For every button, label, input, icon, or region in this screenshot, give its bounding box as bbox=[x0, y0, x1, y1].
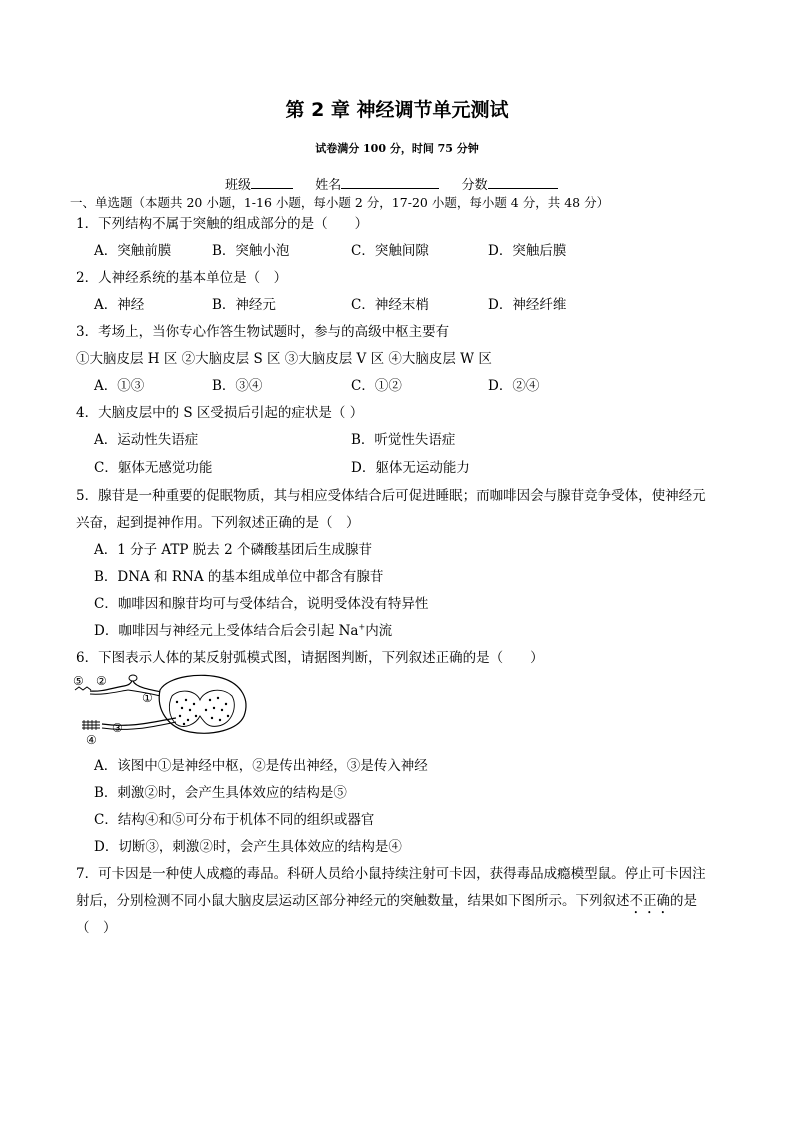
question-2-option-d[interactable]: D．神经纤维 bbox=[488, 297, 567, 313]
question-6-option-b[interactable]: B．刺激②时，会产生具体效应的结构是⑤ bbox=[94, 785, 347, 801]
question-4-option-a[interactable]: A．运动性失语症 bbox=[94, 432, 199, 448]
question-5-option-d[interactable] bbox=[94, 619, 392, 639]
question-1-option-c[interactable]: C．突触间隙 bbox=[351, 243, 429, 259]
question-5-option-d-text: D．咖啡因与神经元上受体结合后会引起 Na bbox=[94, 623, 359, 639]
label-2: ② bbox=[96, 674, 107, 688]
question-4-option-d[interactable]: D．躯体无运动能力 bbox=[351, 460, 470, 476]
question-7-answer-paren: （ ） bbox=[76, 920, 117, 936]
question-3-option-d[interactable]: D．②④ bbox=[488, 378, 540, 394]
sodium-charge: + bbox=[358, 622, 366, 632]
section-heading: 一、单选题（本题共 20 小题，1-16 小题，每小题 2 分，17-20 小题，每小题 4 分，共 48 分） bbox=[70, 195, 610, 210]
page-subtitle: 试卷满分 100 分，时间 75 分钟 bbox=[315, 142, 479, 155]
reflex-arc-diagram bbox=[72, 670, 262, 746]
question-1-option-a[interactable]: A．突触前膜 bbox=[94, 243, 172, 259]
label-3: ③ bbox=[112, 721, 123, 735]
class-label: 班级 bbox=[225, 178, 252, 193]
question-3-option-b[interactable]: B．③④ bbox=[212, 378, 263, 394]
question-5-option-b[interactable]: B．DNA 和 RNA 的基本组成单位中都含有腺苷 bbox=[94, 569, 384, 585]
question-1-stem: 1．下列结构不属于突触的组成部分的是（ ） bbox=[76, 216, 369, 232]
emphasis-text: 不正确 bbox=[629, 893, 670, 909]
question-5-option-c[interactable]: C．咖啡因和腺苷均可与受体结合，说明受体没有特异性 bbox=[94, 596, 429, 612]
score-blank[interactable] bbox=[488, 176, 558, 189]
question-7-stem-cont-text: 射后，分别检测不同小鼠大脑皮层运动区部分神经元的突触数量，结果如下图所示。下列叙述 bbox=[76, 893, 630, 909]
question-7-stem: 7．可卡因是一种使人成瘾的毒品。科研人员给小鼠持续注射可卡因，获得毒品成瘾模型鼠。停止可卡因注 bbox=[76, 866, 706, 882]
name-label: 姓名 bbox=[315, 178, 342, 193]
question-4-option-b[interactable]: B．听觉性失语症 bbox=[351, 432, 456, 448]
question-4-option-c[interactable]: C．躯体无感觉功能 bbox=[94, 460, 213, 476]
class-blank[interactable] bbox=[251, 176, 293, 189]
name-blank[interactable] bbox=[341, 176, 439, 189]
label-4: ④ bbox=[86, 733, 97, 746]
question-6-option-d[interactable]: D．切断③，刺激②时，会产生具体效应的结构是④ bbox=[94, 839, 402, 855]
question-3-option-c[interactable]: C．①② bbox=[351, 378, 402, 394]
question-4-stem: 4．大脑皮层中的 S 区受损后引起的症状是（ ） bbox=[76, 405, 364, 421]
question-3-choices-line: ①大脑皮层 H 区 ②大脑皮层 S 区 ③大脑皮层 V 区 ④大脑皮层 W 区 bbox=[76, 351, 492, 367]
question-5-stem-cont: 兴奋，起到提神作用。下列叙述正确的是（ ） bbox=[76, 515, 360, 531]
question-3-option-a[interactable]: A．①③ bbox=[94, 378, 145, 394]
question-2-option-b[interactable]: B．神经元 bbox=[212, 297, 276, 313]
question-2-stem: 2．人神经系统的基本单位是（ ） bbox=[76, 270, 288, 286]
label-1: ① bbox=[142, 691, 153, 705]
question-5-option-a[interactable]: A．1 分子 ATP 脱去 2 个磷酸基团后生成腺苷 bbox=[94, 542, 372, 558]
page-title: 第 2 章 神经调节单元测试 bbox=[285, 99, 509, 121]
question-5-option-d-tail: 内流 bbox=[365, 623, 393, 639]
question-6-option-c[interactable]: C．结构④和⑤可分布于机体不同的组织或器官 bbox=[94, 812, 375, 828]
question-6-stem: 6．下图表示人体的某反射弧模式图，请据图判断，下列叙述正确的是（ ） bbox=[76, 650, 544, 666]
question-3-stem: 3．考场上，当你专心作答生物试题时，参与的高级中枢主要有 bbox=[76, 324, 450, 340]
question-5-stem: 5．腺苷是一种重要的促眠物质，其与相应受体结合后可促进睡眠；而咖啡因会与腺苷竞争受体，使神经元 bbox=[76, 488, 706, 504]
question-2-option-c[interactable]: C．神经末梢 bbox=[351, 297, 429, 313]
student-info-line bbox=[225, 174, 558, 193]
question-2-option-a[interactable]: A．神经 bbox=[94, 297, 145, 313]
question-1-option-d[interactable]: D．突触后膜 bbox=[488, 243, 567, 259]
question-7-stem-cont-tail: 的是 bbox=[670, 893, 697, 909]
question-7-stem-cont bbox=[76, 889, 697, 917]
score-label: 分数 bbox=[461, 178, 488, 193]
question-1-option-b[interactable]: B．突触小泡 bbox=[212, 243, 290, 259]
question-6-option-a[interactable]: A．该图中①是神经中枢，②是传出神经，③是传入神经 bbox=[94, 758, 428, 774]
label-5: ⑤ bbox=[73, 674, 84, 688]
